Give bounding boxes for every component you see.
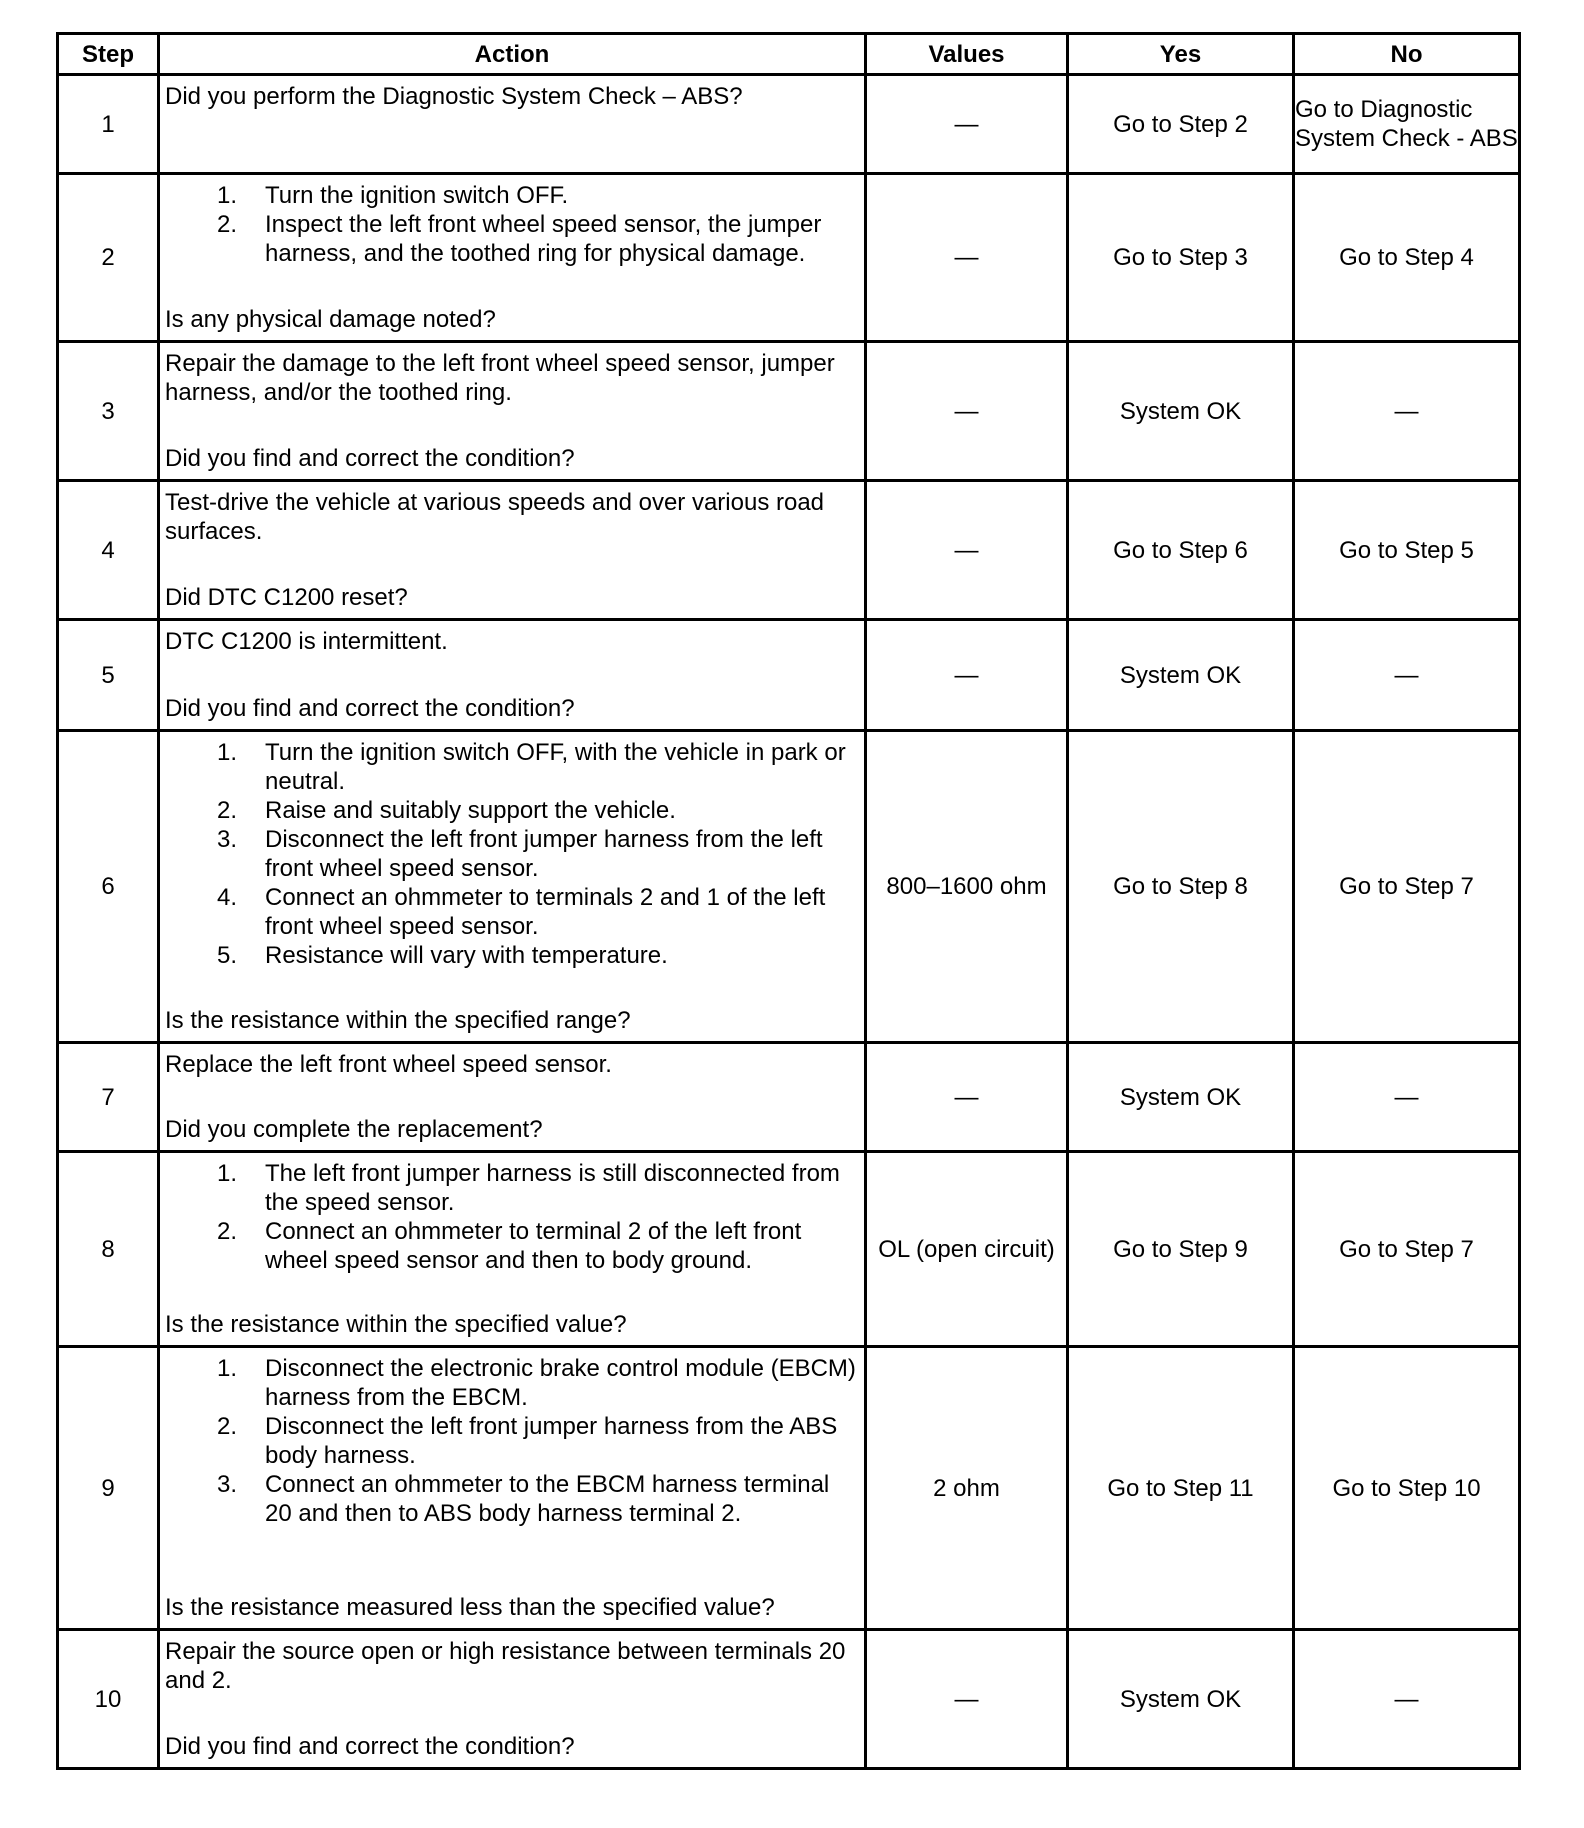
action-cell [159, 1347, 866, 1630]
yes-cell: System OK [1068, 342, 1294, 481]
action-question: Is the resistance measured less than the specified value? [165, 1593, 775, 1621]
action-question: Did you complete the replacement? [165, 1115, 543, 1143]
no-cell: — [1294, 342, 1520, 481]
values-cell: — [866, 1043, 1068, 1152]
values-cell: — [866, 75, 1068, 174]
table-row [58, 481, 1520, 620]
action-question: Did you find and correct the condition? [165, 1732, 575, 1760]
values-cell: 2 ohm [866, 1347, 1068, 1630]
action-text: Test-drive the vehicle at various speeds and over various road surfaces. [165, 488, 825, 545]
substep-item: 2. Inspect the left front wheel speed sensor, the jumper harness, and the toothed ring for physical damage. [217, 210, 822, 267]
substep-item: 2. Disconnect the left front jumper harness from the ABS body harness. [217, 1412, 838, 1469]
step-number: 2 [58, 174, 159, 342]
action-cell [159, 342, 866, 481]
table-row [58, 1630, 1520, 1769]
no-cell: Go to Step 4 [1294, 174, 1520, 342]
step-number: 3 [58, 342, 159, 481]
step-number: 6 [58, 731, 159, 1043]
action-text: Repair the source open or high resistance between terminals 20 and 2. [165, 1637, 846, 1694]
yes-cell: System OK [1068, 620, 1294, 731]
step-number: 10 [58, 1630, 159, 1769]
action-question: Is the resistance within the specified value? [165, 1310, 627, 1338]
header-row [58, 34, 1520, 75]
action-cell [159, 481, 866, 620]
action-question: Did you find and correct the condition? [165, 694, 575, 722]
substep-item: 5. Resistance will vary with temperature. [217, 941, 668, 969]
no-cell: Go to Step 5 [1294, 481, 1520, 620]
table-row [58, 174, 1520, 342]
step-number: 7 [58, 1043, 159, 1152]
substep-list [165, 1354, 856, 1528]
substep-item: 1. Turn the ignition switch OFF, with the vehicle in park or neutral. [217, 738, 846, 795]
no-cell: — [1294, 620, 1520, 731]
substep-item: 4. Connect an ohmmeter to terminals 2 and 1 of the left front wheel speed sensor. [217, 883, 826, 940]
action-question: Did you find and correct the condition? [165, 444, 575, 472]
action-question: Is the resistance within the specified range? [165, 1006, 631, 1034]
table-row [58, 342, 1520, 481]
step-number: 9 [58, 1347, 159, 1630]
substep-list [165, 738, 856, 970]
header-yes: Yes [1068, 34, 1294, 75]
values-cell: — [866, 342, 1068, 481]
action-cell [159, 75, 866, 174]
header-values: Values [866, 34, 1068, 75]
substep-item: 3. Connect an ohmmeter to the EBCM harness terminal 20 and then to ABS body harness terminal 2. [217, 1470, 830, 1527]
step-number: 8 [58, 1152, 159, 1347]
values-cell: 800–1600 ohm [866, 731, 1068, 1043]
no-cell: — [1294, 1630, 1520, 1769]
header-step: Step [58, 34, 159, 75]
action-cell [159, 1043, 866, 1152]
diagnostic-table [56, 32, 1521, 1770]
values-cell: — [866, 620, 1068, 731]
substep-item: 2. Connect an ohmmeter to terminal 2 of the left front wheel speed sensor and then to body ground. [217, 1217, 802, 1274]
action-cell [159, 174, 866, 342]
values-cell: OL (open circuit) [866, 1152, 1068, 1347]
action-cell [159, 1630, 866, 1769]
no-cell: Go to Step 7 [1294, 1152, 1520, 1347]
yes-cell: Go to Step 6 [1068, 481, 1294, 620]
yes-cell: Go to Step 11 [1068, 1347, 1294, 1630]
action-question: Did you perform the Diagnostic System Check – ABS? [165, 82, 743, 110]
step-number: 5 [58, 620, 159, 731]
yes-cell: Go to Step 3 [1068, 174, 1294, 342]
table-row [58, 1347, 1520, 1630]
header-action: Action [159, 34, 866, 75]
yes-cell: System OK [1068, 1630, 1294, 1769]
header-no: No [1294, 34, 1520, 75]
table-row [58, 1152, 1520, 1347]
yes-cell: Go to Step 8 [1068, 731, 1294, 1043]
action-cell [159, 731, 866, 1043]
step-number: 4 [58, 481, 159, 620]
table-row [58, 620, 1520, 731]
no-cell: Go to Step 10 [1294, 1347, 1520, 1630]
no-cell: — [1294, 1043, 1520, 1152]
substep-item: 3. Disconnect the left front jumper harness from the left front wheel speed sensor. [217, 825, 823, 882]
substep-list [165, 1159, 856, 1275]
no-cell: Go to Diagnostic System Check - ABS [1294, 75, 1520, 174]
substep-item: 1. Disconnect the electronic brake control module (EBCM) harness from the EBCM. [217, 1354, 856, 1411]
table-row [58, 75, 1520, 174]
action-cell [159, 620, 866, 731]
action-question: Is any physical damage noted? [165, 305, 496, 333]
values-cell: — [866, 481, 1068, 620]
substep-item: 1. The left front jumper harness is still disconnected from the speed sensor. [217, 1159, 840, 1216]
action-question: Did DTC C1200 reset? [165, 583, 408, 611]
yes-cell: Go to Step 2 [1068, 75, 1294, 174]
values-cell: — [866, 174, 1068, 342]
yes-cell: System OK [1068, 1043, 1294, 1152]
action-text: Repair the damage to the left front wheel speed sensor, jumper harness, and/or the toothed ring. [165, 349, 835, 406]
substep-item: 1. Turn the ignition switch OFF. [217, 181, 569, 209]
values-cell: — [866, 1630, 1068, 1769]
action-text: DTC C1200 is intermittent. [165, 627, 448, 655]
table-row [58, 1043, 1520, 1152]
action-text: Replace the left front wheel speed sensor. [165, 1050, 612, 1078]
table-row [58, 731, 1520, 1043]
action-cell [159, 1152, 866, 1347]
yes-cell: Go to Step 9 [1068, 1152, 1294, 1347]
substep-list [165, 181, 856, 268]
step-number: 1 [58, 75, 159, 174]
substep-item: 2. Raise and suitably support the vehicle. [217, 796, 676, 824]
no-cell: Go to Step 7 [1294, 731, 1520, 1043]
